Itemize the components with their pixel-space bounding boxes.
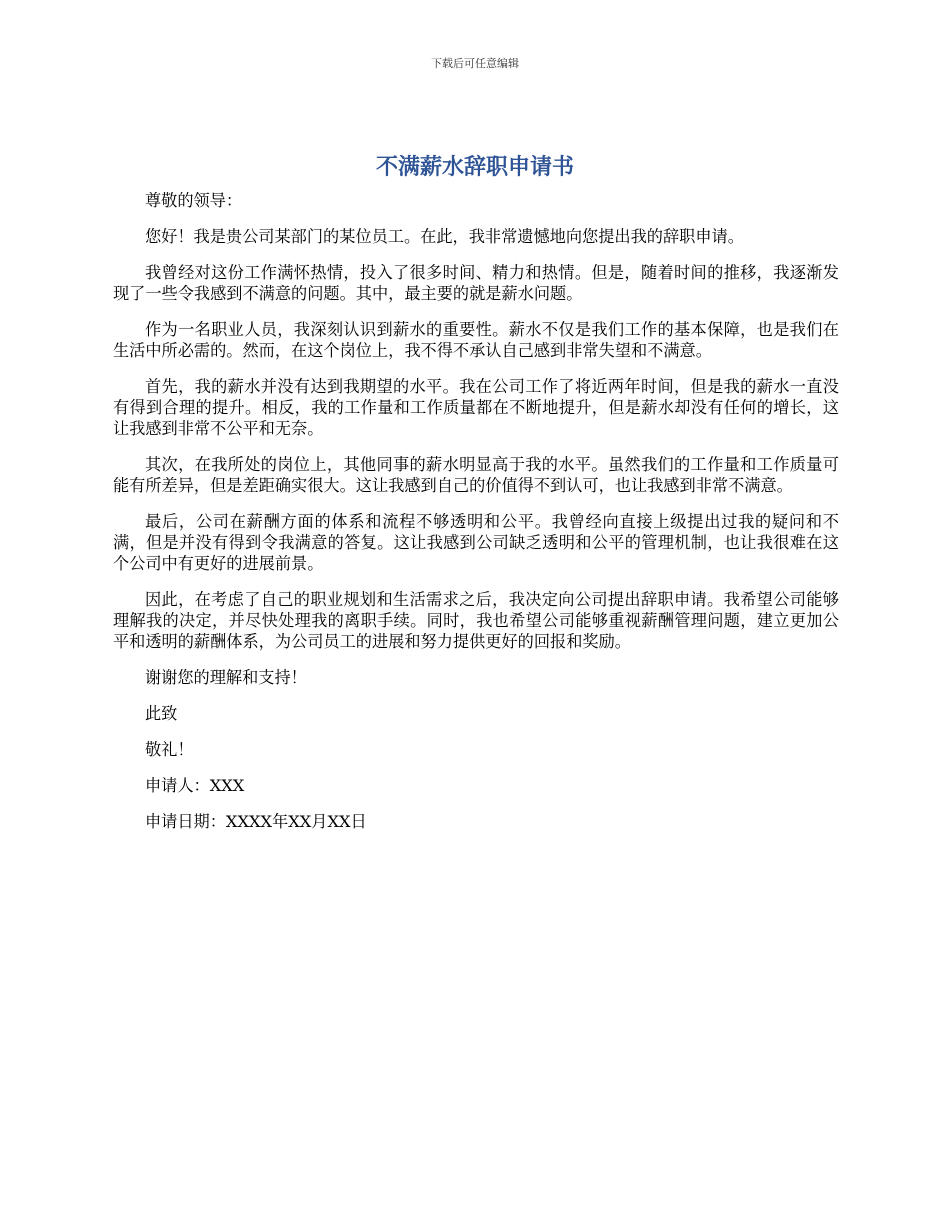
paragraph-second-reason: 其次，在我所处的岗位上，其他同事的薪水明显高于我的水平。虽然我们的工作量和工作质量可能有所差异，但是差距确实很大。这让我感到自己的价值得不到认可，也让我感到非常不满意。 xyxy=(113,455,839,495)
paragraph-greeting: 您好！我是贵公司某部门的某位员工。在此，我非常遗憾地向您提出我的辞职申请。 xyxy=(145,227,744,246)
paragraph-background: 我曾经对这份工作满怀热情，投入了很多时间、精力和热情。但是，随着时间的推移，我逐渐发现了一些令我感到不满意的问题。其中，最主要的就是薪水问题。 xyxy=(113,263,839,303)
document-title: 不满薪水辞职申请书 xyxy=(375,155,574,180)
closing-line: 此致 xyxy=(145,704,178,723)
thanks-line: 谢谢您的理解和支持！ xyxy=(145,668,307,687)
date-line: 申请日期：XXXX年XX月XX日 xyxy=(145,812,367,831)
letter-body xyxy=(113,190,839,847)
paragraph-first-reason: 首先，我的薪水并没有达到我期望的水平。我在公司工作了将近两年时间，但是我的薪水一直没有得到合理的提升。相反，我的工作量和工作质量都在不断地提升，但是薪水却没有任何的增长，这让我感到非常不公平和无奈。 xyxy=(113,377,839,438)
paragraph-conclusion: 因此，在考虑了自己的职业规划和生活需求之后，我决定向公司提出辞职申请。我希望公司能够理解我的决定，并尽快处理我的离职手续。同时，我也希望公司能够重视薪酬管理问题，建立更加公平和透明的薪酬体系，为公司员工的进展和努力提供更好的回报和奖励。 xyxy=(113,590,839,651)
applicant-line: 申请人：XXX xyxy=(145,776,245,795)
paragraph-third-reason: 最后，公司在薪酬方面的体系和流程不够透明和公平。我曾经向直接上级提出过我的疑问和不满，但是并没有得到令我满意的答复。这让我感到公司缺乏透明和公平的管理机制，也让我很难在这个公司中有更好的进展前景。 xyxy=(113,512,839,573)
salutation: 尊敬的领导： xyxy=(145,191,243,210)
regards-line: 敬礼！ xyxy=(145,740,194,759)
header-note: 下载后可任意编辑 xyxy=(431,57,519,70)
paragraph-importance: 作为一名职业人员，我深刻认识到薪水的重要性。薪水不仅是我们工作的基本保障，也是我们在生活中所必需的。然而，在这个岗位上，我不得不承认自己感到非常失望和不满意。 xyxy=(113,320,839,360)
